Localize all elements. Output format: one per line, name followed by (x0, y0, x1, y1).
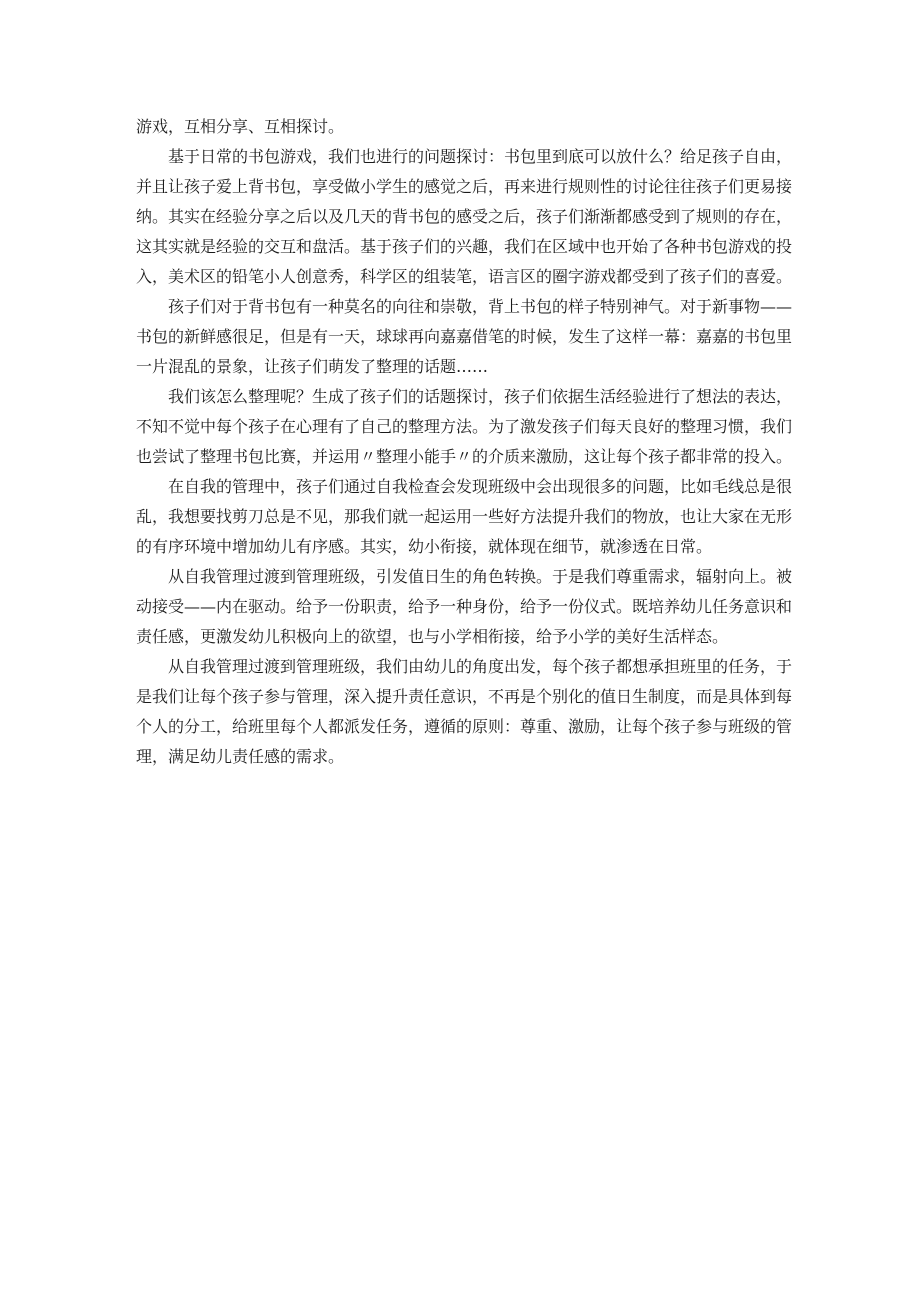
paragraph-backpack-rules: 基于日常的书包游戏，我们也进行的问题探讨：书包里到底可以放什么？给足孩子自由，并且让孩子爱上背书包，享受做小学生的感觉之后，再来进行规则性的讨论往往孩子们更易接纳。其实在经验分享之后以及几天的背书包的感受之后，孩子们渐渐都感受到了规则的存在，这其实就是经验的交互和盘活。基于孩子们的兴趣，我们在区域中也开始了各种书包游戏的投入，美术区的铅笔小人创意秀，科学区的组装笔，语言区的圈字游戏都受到了孩子们的喜爱。 (136, 147, 793, 286)
paragraph-backpack-mess: 孩子们对于背书包有一种莫名的向往和崇敬，背上书包的样子特别神气。对于新事物——书包的新鲜感很足，但是有一天，球球再向嘉嘉借笔的时候，发生了这样一幕：嘉嘉的书包里一片混乱的景象，让孩子们萌发了整理的话题…… (136, 297, 793, 376)
document-body (136, 112, 792, 772)
paragraph-organizing: 我们该怎么整理呢？生成了孩子们的话题探讨，孩子们依据生活经验进行了想法的表达，不知不觉中每个孩子在心理有了自己的整理方法。为了激发孩子们每天良好的整理习惯，我们也尝试了整理书包比赛，并运用〃整理小能手〃的介质来激励，这让每个孩子都非常的投入。 (136, 387, 793, 466)
paragraph-self-management: 在自我的管理中，孩子们通过自我检查会发现班级中会出现很多的问题，比如毛线总是很乱，我想要找剪刀总是不见，那我们就一起运用一些好方法提升我们的物放，也让大家在无形的有序环境中增加幼儿有序感。其实，幼小衔接，就体现在细节，就渗透在日常。 (136, 477, 793, 556)
paragraph-class-management: 从自我管理过渡到管理班级，我们由幼儿的角度出发，每个孩子都想承担班里的任务，于是我们让每个孩子参与管理，深入提升责任意识，不再是个别化的值日生制度，而是具体到每个人的分工，给班里每个人都派发任务，遵循的原则：尊重、激励，让每个孩子参与班级的管理，满足幼儿责任感的需求。 (136, 657, 793, 766)
paragraph-duty-roles: 从自我管理过渡到管理班级，引发值日生的角色转换。于是我们尊重需求，辐射向上。被动接受——内在驱动。给予一份职责，给予一种身份，给予一份仪式。既培养幼儿任务意识和责任感，更激发幼儿积极向上的欲望，也与小学相衔接，给予小学的美好生活样态。 (136, 567, 793, 646)
paragraph-continuation: 游戏，互相分享、互相探讨。 (136, 117, 345, 136)
